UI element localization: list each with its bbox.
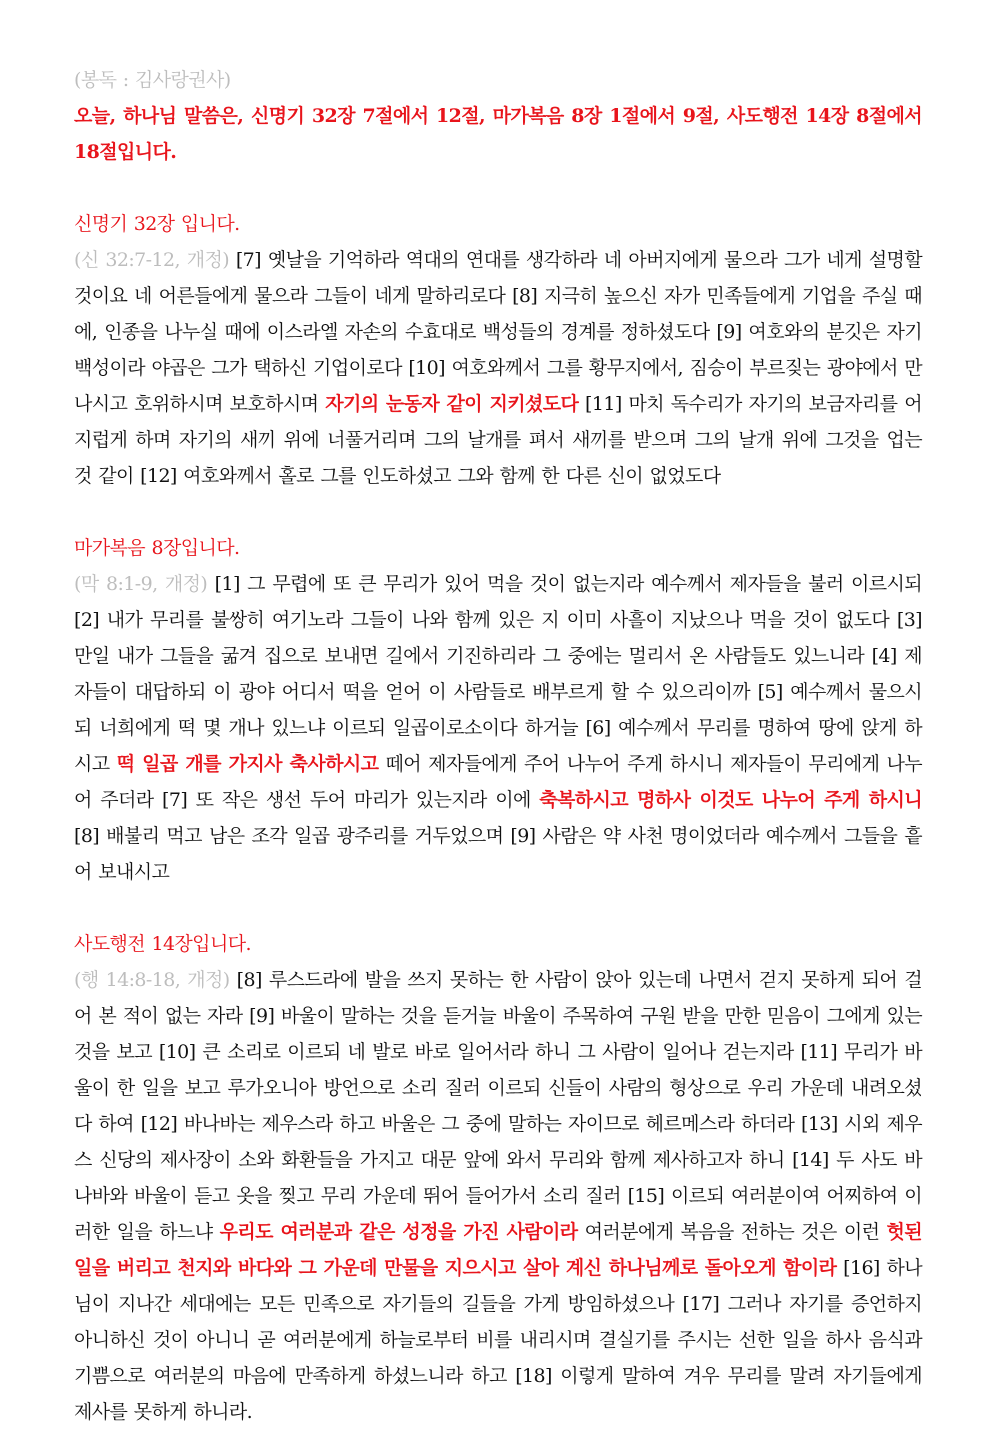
spacer [74,170,922,206]
passage-highlight: 축복하시고 명하사 이것도 나누어 주게 하시니 [539,789,922,811]
section-heading-acts: 사도행전 14장입니다. [74,933,251,955]
spacer [74,890,922,926]
passage-reference: (신 32:7-12, 개정) [74,249,230,271]
reader-note: (봉독 : 김사랑권사) [74,69,231,91]
section-heading-deuteronomy: 신명기 32장 입니다. [74,213,240,235]
passage-highlight: 헛된 일을 버리고 천지와 바다와 그 가운데 만물을 지으시고 살아 계신 하나님께로 돌아오게 함이라 [74,1221,922,1279]
intro-text: 오늘, 하나님 말씀은, 신명기 32장 7절에서 12절, 마가복음 8장 1절에서 9절, 사도행전 14장 8절에서 18절입니다. [74,105,922,163]
passage-text: [16] 하나님이 지나간 세대에는 모든 민족으로 자기들의 길들을 가게 방임하셨으나 [17] 그러나 자기를 증언하지 아니하신 것이 아니니 곧 여러분에게 하늘로부터 비를 내리시며 결실기를 주시는 선한 일을 하사 음식과 기쁨으로 여러분의 마음에 만족하게 하셨느니라 하고 [18] 이렇게 말하여 겨우 무리를 말려 자기들에게 제사를 못하게 하니라. [74,1257,922,1423]
passage-text: [1] 그 무렵에 또 큰 무리가 있어 먹을 것이 없는지라 예수께서 제자들을 불러 이르시되 [2] 내가 무리를 불쌍히 여기노라 그들이 나와 함께 있은 지 이미 사흘이 지났으나 먹을 것이 없도다 [3] 만일 내가 그들을 굶겨 집으로 보내면 길에서 기진하리라 그 중에는 멀리서 온 사람들도 있느니라 [4] 제자들이 대답하되 이 광야 어디서 떡을 얻어 이 사람들로 배부르게 할 수 있으리이까 [5] 예수께서 물으시되 너희에게 떡 몇 개나 있느냐 이르되 일곱이로소이다 하거늘 [6] 예수께서 무리를 명하여 땅에 앉게 하시고 [74,573,923,775]
passage-text: [8] 루스드라에 발을 쓰지 못하는 한 사람이 앉아 있는데 나면서 걷지 못하게 되어 걸어 본 적이 없는 자라 [9] 바울이 말하는 것을 듣거늘 바울이 주목하여 구원 받을 만한 믿음이 그에게 있는 것을 보고 [10] 큰 소리로 이르되 네 발로 바로 일어서라 하니 그 사람이 일어나 걷는지라 [11] 무리가 바울이 한 일을 보고 루가오니아 방언으로 소리 질러 이르되 신들이 사람의 형상으로 우리 가운데 내려오셨다 하여 [12] 바나바는 제우스라 하고 바울은 그 중에 말하는 자이므로 헤르메스라 하더라 [13] 시외 제우스 신당의 제사장이 소와 화환들을 가지고 대문 앞에 와서 무리와 함께 제사하고자 하니 [14] 두 사도 바나바와 바울이 듣고 옷을 찢고 무리 가운데 뛰어 들어가서 소리 질러 [15] 이르되 여러분이여 어찌하여 이러한 일을 하느냐 [74,969,922,1243]
spacer [74,494,922,530]
passage-highlight: 우리도 여러분과 같은 성정을 가진 사람이라 [219,1221,578,1243]
passage-highlight: 떡 일곱 개를 가지사 축사하시고 [116,753,379,775]
document-page [74,62,922,1430]
passage-acts [74,962,922,1430]
passage-text: 여러분에게 복음을 전하는 것은 이런 [577,1221,887,1243]
passage-text: 떼어 제자들에게 주어 나누어 주게 하시니 제자들이 무리에게 나누어 주더라 [7] 또 작은 생선 두어 마리가 있는지라 이에 [74,753,922,811]
passage-highlight: 자기의 눈동자 같이 지키셨도다 [325,393,579,415]
passage-mark [74,566,922,890]
passage-reference: (행 14:8-18, 개정) [74,969,230,991]
passage-reference: (막 8:1-9, 개정) [74,573,208,595]
section-heading-mark: 마가복음 8장입니다. [74,537,240,559]
passage-text: [11] 마치 독수리가 자기의 보금자리를 어지럽게 하며 자기의 새끼 위에 너풀거리며 그의 날개를 펴서 새끼를 받으며 그의 날개 위에 그것을 업는 것 같이 [12] 여호와께서 홀로 그를 인도하셨고 그와 함께 한 다른 신이 없었도다 [74,393,922,487]
passage-deuteronomy [74,242,922,494]
passage-text: [8] 배불리 먹고 남은 조각 일곱 광주리를 거두었으며 [9] 사람은 약 사천 명이었더라 예수께서 그들을 흩어 보내시고 [74,825,922,883]
passage-text: [7] 옛날을 기억하라 역대의 연대를 생각하라 네 아버지에게 물으라 그가 네게 설명할 것이요 네 어른들에게 물으라 그들이 네게 말하리로다 [8] 지극히 높으신 자가 민족들에게 기업을 주실 때에, 인종을 나누실 때에 이스라엘 자손의 수효대로 백성들의 경계를 정하셨도다 [9] 여호와의 분깃은 자기 백성이라 야곱은 그가 택하신 기업이로다 [10] 여호와께서 그를 황무지에서, 짐승이 부르짖는 광야에서 만나시고 호위하시며 보호하시며 [74,249,922,415]
